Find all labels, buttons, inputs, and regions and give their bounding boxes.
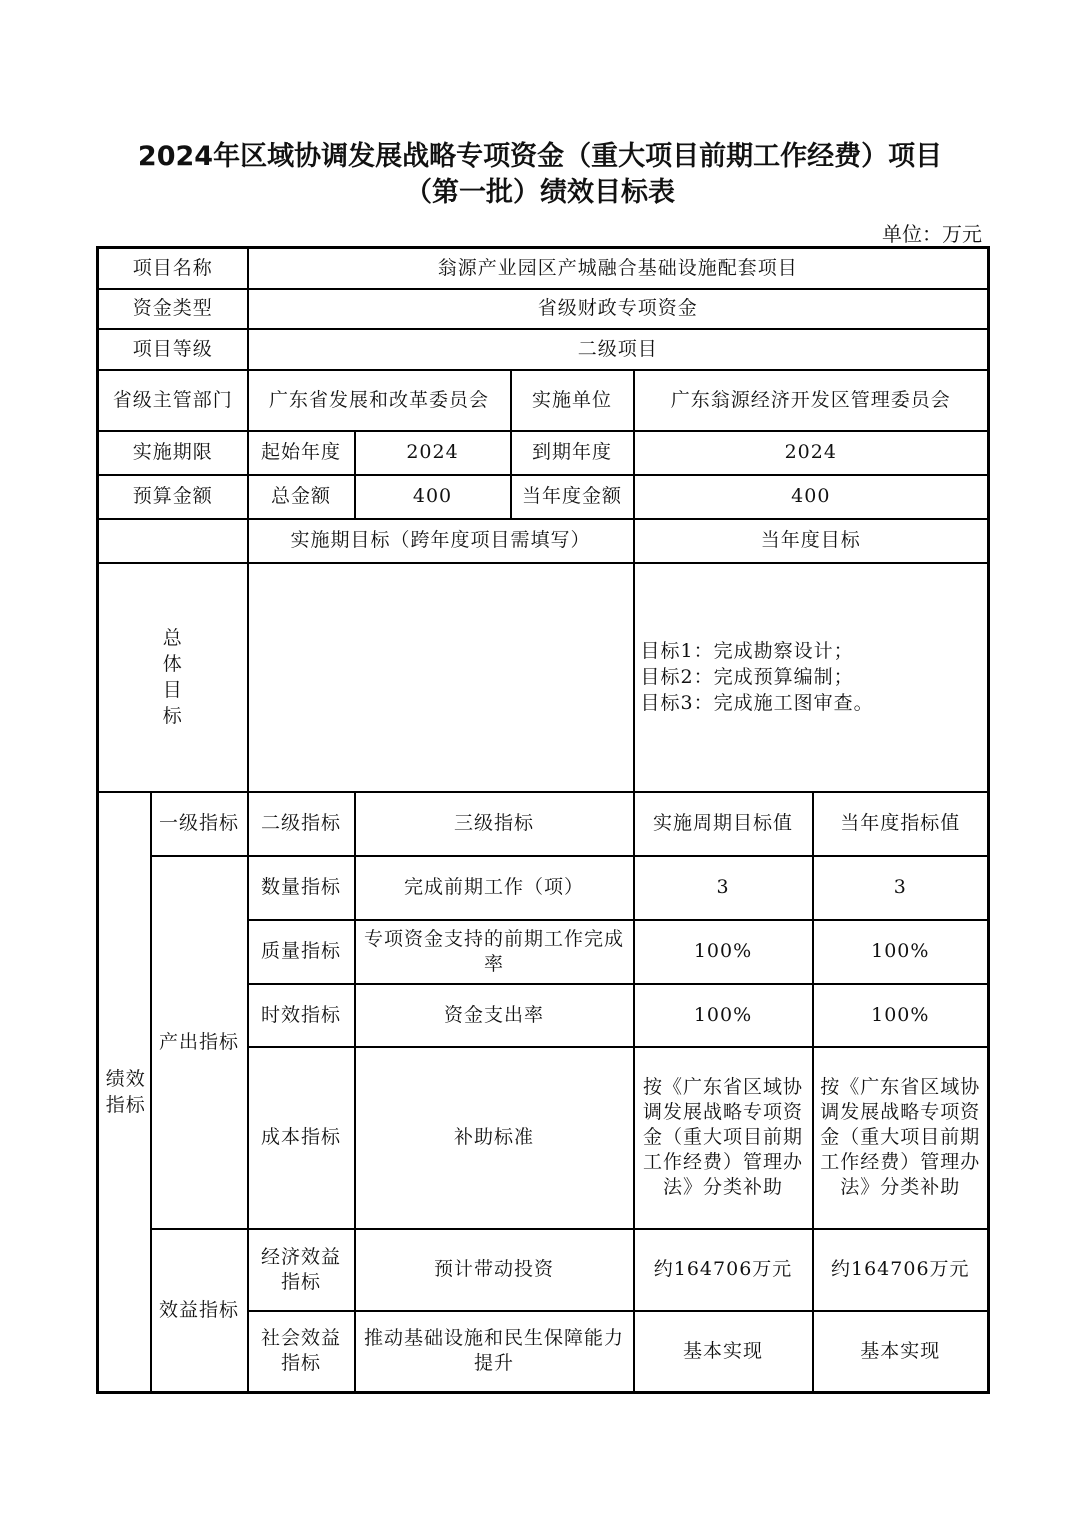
period-target-cell: 按《广东省区域协调发展战略专项资金（重大项目前期工作经费）管理办法》分类补助 <box>634 1047 813 1229</box>
period-target-cell: 100% <box>634 920 813 984</box>
row-goal-headers <box>98 519 989 563</box>
level2-cell: 数量指标 <box>248 856 355 920</box>
level2-cell: 经济效益指标 <box>248 1229 355 1311</box>
level2-cell: 质量指标 <box>248 920 355 984</box>
start-year-value: 2024 <box>355 431 511 475</box>
row-department <box>98 370 989 431</box>
period-target-cell: 基本实现 <box>634 1311 813 1393</box>
table-row <box>98 856 989 920</box>
year-target-cell: 3 <box>813 856 989 920</box>
budget-label: 预算金额 <box>98 475 248 519</box>
year-target-cell: 基本实现 <box>813 1311 989 1393</box>
total-value: 400 <box>355 475 511 519</box>
year-target-cell: 100% <box>813 984 989 1047</box>
year-target-cell: 按《广东省区域协调发展战略专项资金（重大项目前期工作经费）管理办法》分类补助 <box>813 1047 989 1229</box>
year-goal-item: 目标3：完成施工图审查。 <box>640 692 874 714</box>
dept-label: 省级主管部门 <box>98 370 248 431</box>
period-target-cell: 3 <box>634 856 813 920</box>
header-year-target: 当年度指标值 <box>813 792 989 856</box>
period-goal-value <box>248 563 634 792</box>
row-budget <box>98 475 989 519</box>
row-period <box>98 431 989 475</box>
goal-header-blank <box>98 519 248 563</box>
year-goals <box>634 563 989 792</box>
row-indicator-headers <box>98 792 989 856</box>
dept-value: 广东省发展和改革委员会 <box>248 370 511 431</box>
document-title-line1: 2024年区域协调发展战略专项资金（重大项目前期工作经费）项目 <box>137 141 943 172</box>
row-overall-goals <box>98 563 989 792</box>
header-level1: 一级指标 <box>151 792 248 856</box>
current-year-amount-value: 400 <box>634 475 989 519</box>
project-level-label: 项目等级 <box>98 329 248 370</box>
level3-cell: 完成前期工作（项） <box>355 856 634 920</box>
level2-cell: 社会效益指标 <box>248 1311 355 1393</box>
end-year-value: 2024 <box>634 431 989 475</box>
level3-cell: 资金支出率 <box>355 984 634 1047</box>
level3-cell: 补助标准 <box>355 1047 634 1229</box>
impl-unit-label: 实施单位 <box>511 370 634 431</box>
unit-label: 单位：万元 <box>882 222 982 246</box>
period-goal-header: 实施期目标（跨年度项目需填写） <box>248 519 634 563</box>
row-fund-type <box>98 289 989 329</box>
period-target-cell: 约164706万元 <box>634 1229 813 1311</box>
level3-cell: 推动基础设施和民生保障能力提升 <box>355 1311 634 1393</box>
start-year-label: 起始年度 <box>248 431 355 475</box>
impl-unit-value: 广东翁源经济开发区管理委员会 <box>634 370 989 431</box>
level2-cell: 成本指标 <box>248 1047 355 1229</box>
table-row <box>98 1229 989 1311</box>
indicator-section-label <box>98 792 151 1393</box>
project-name-label: 项目名称 <box>98 248 248 289</box>
year-target-cell: 约164706万元 <box>813 1229 989 1311</box>
row-project-level <box>98 329 989 370</box>
level3-cell: 预计带动投资 <box>355 1229 634 1311</box>
output-indicator-label: 产出指标 <box>151 856 248 1229</box>
year-goal-header: 当年度目标 <box>634 519 989 563</box>
project-name-value: 翁源产业园区产城融合基础设施配套项目 <box>248 248 989 289</box>
header-level2: 二级指标 <box>248 792 355 856</box>
level2-cell: 时效指标 <box>248 984 355 1047</box>
total-label: 总金额 <box>248 475 355 519</box>
fund-type-label: 资金类型 <box>98 289 248 329</box>
fund-type-value: 省级财政专项资金 <box>248 289 989 329</box>
year-target-cell: 100% <box>813 920 989 984</box>
period-target-cell: 100% <box>634 984 813 1047</box>
indicator-section-label-text: 绩效指标 <box>105 1067 146 1116</box>
level3-cell: 专项资金支持的前期工作完成率 <box>355 920 634 984</box>
overall-goal-label <box>98 563 248 792</box>
row-project-name <box>98 248 989 289</box>
end-year-label: 到期年度 <box>511 431 634 475</box>
current-year-amount-label: 当年度金额 <box>511 475 634 519</box>
project-level-value: 二级项目 <box>248 329 989 370</box>
year-goal-item: 目标1：完成勘察设计； <box>640 640 854 662</box>
period-label: 实施期限 <box>98 431 248 475</box>
benefit-indicator-label: 效益指标 <box>151 1229 248 1393</box>
header-period-target: 实施周期目标值 <box>634 792 813 856</box>
document-title-line2: （第一批）绩效目标表 <box>405 177 675 208</box>
year-goal-item: 目标2：完成预算编制； <box>640 666 854 688</box>
performance-target-table <box>96 246 990 1394</box>
overall-goal-label-text: 总体目标 <box>162 627 183 727</box>
header-level3: 三级指标 <box>355 792 634 856</box>
